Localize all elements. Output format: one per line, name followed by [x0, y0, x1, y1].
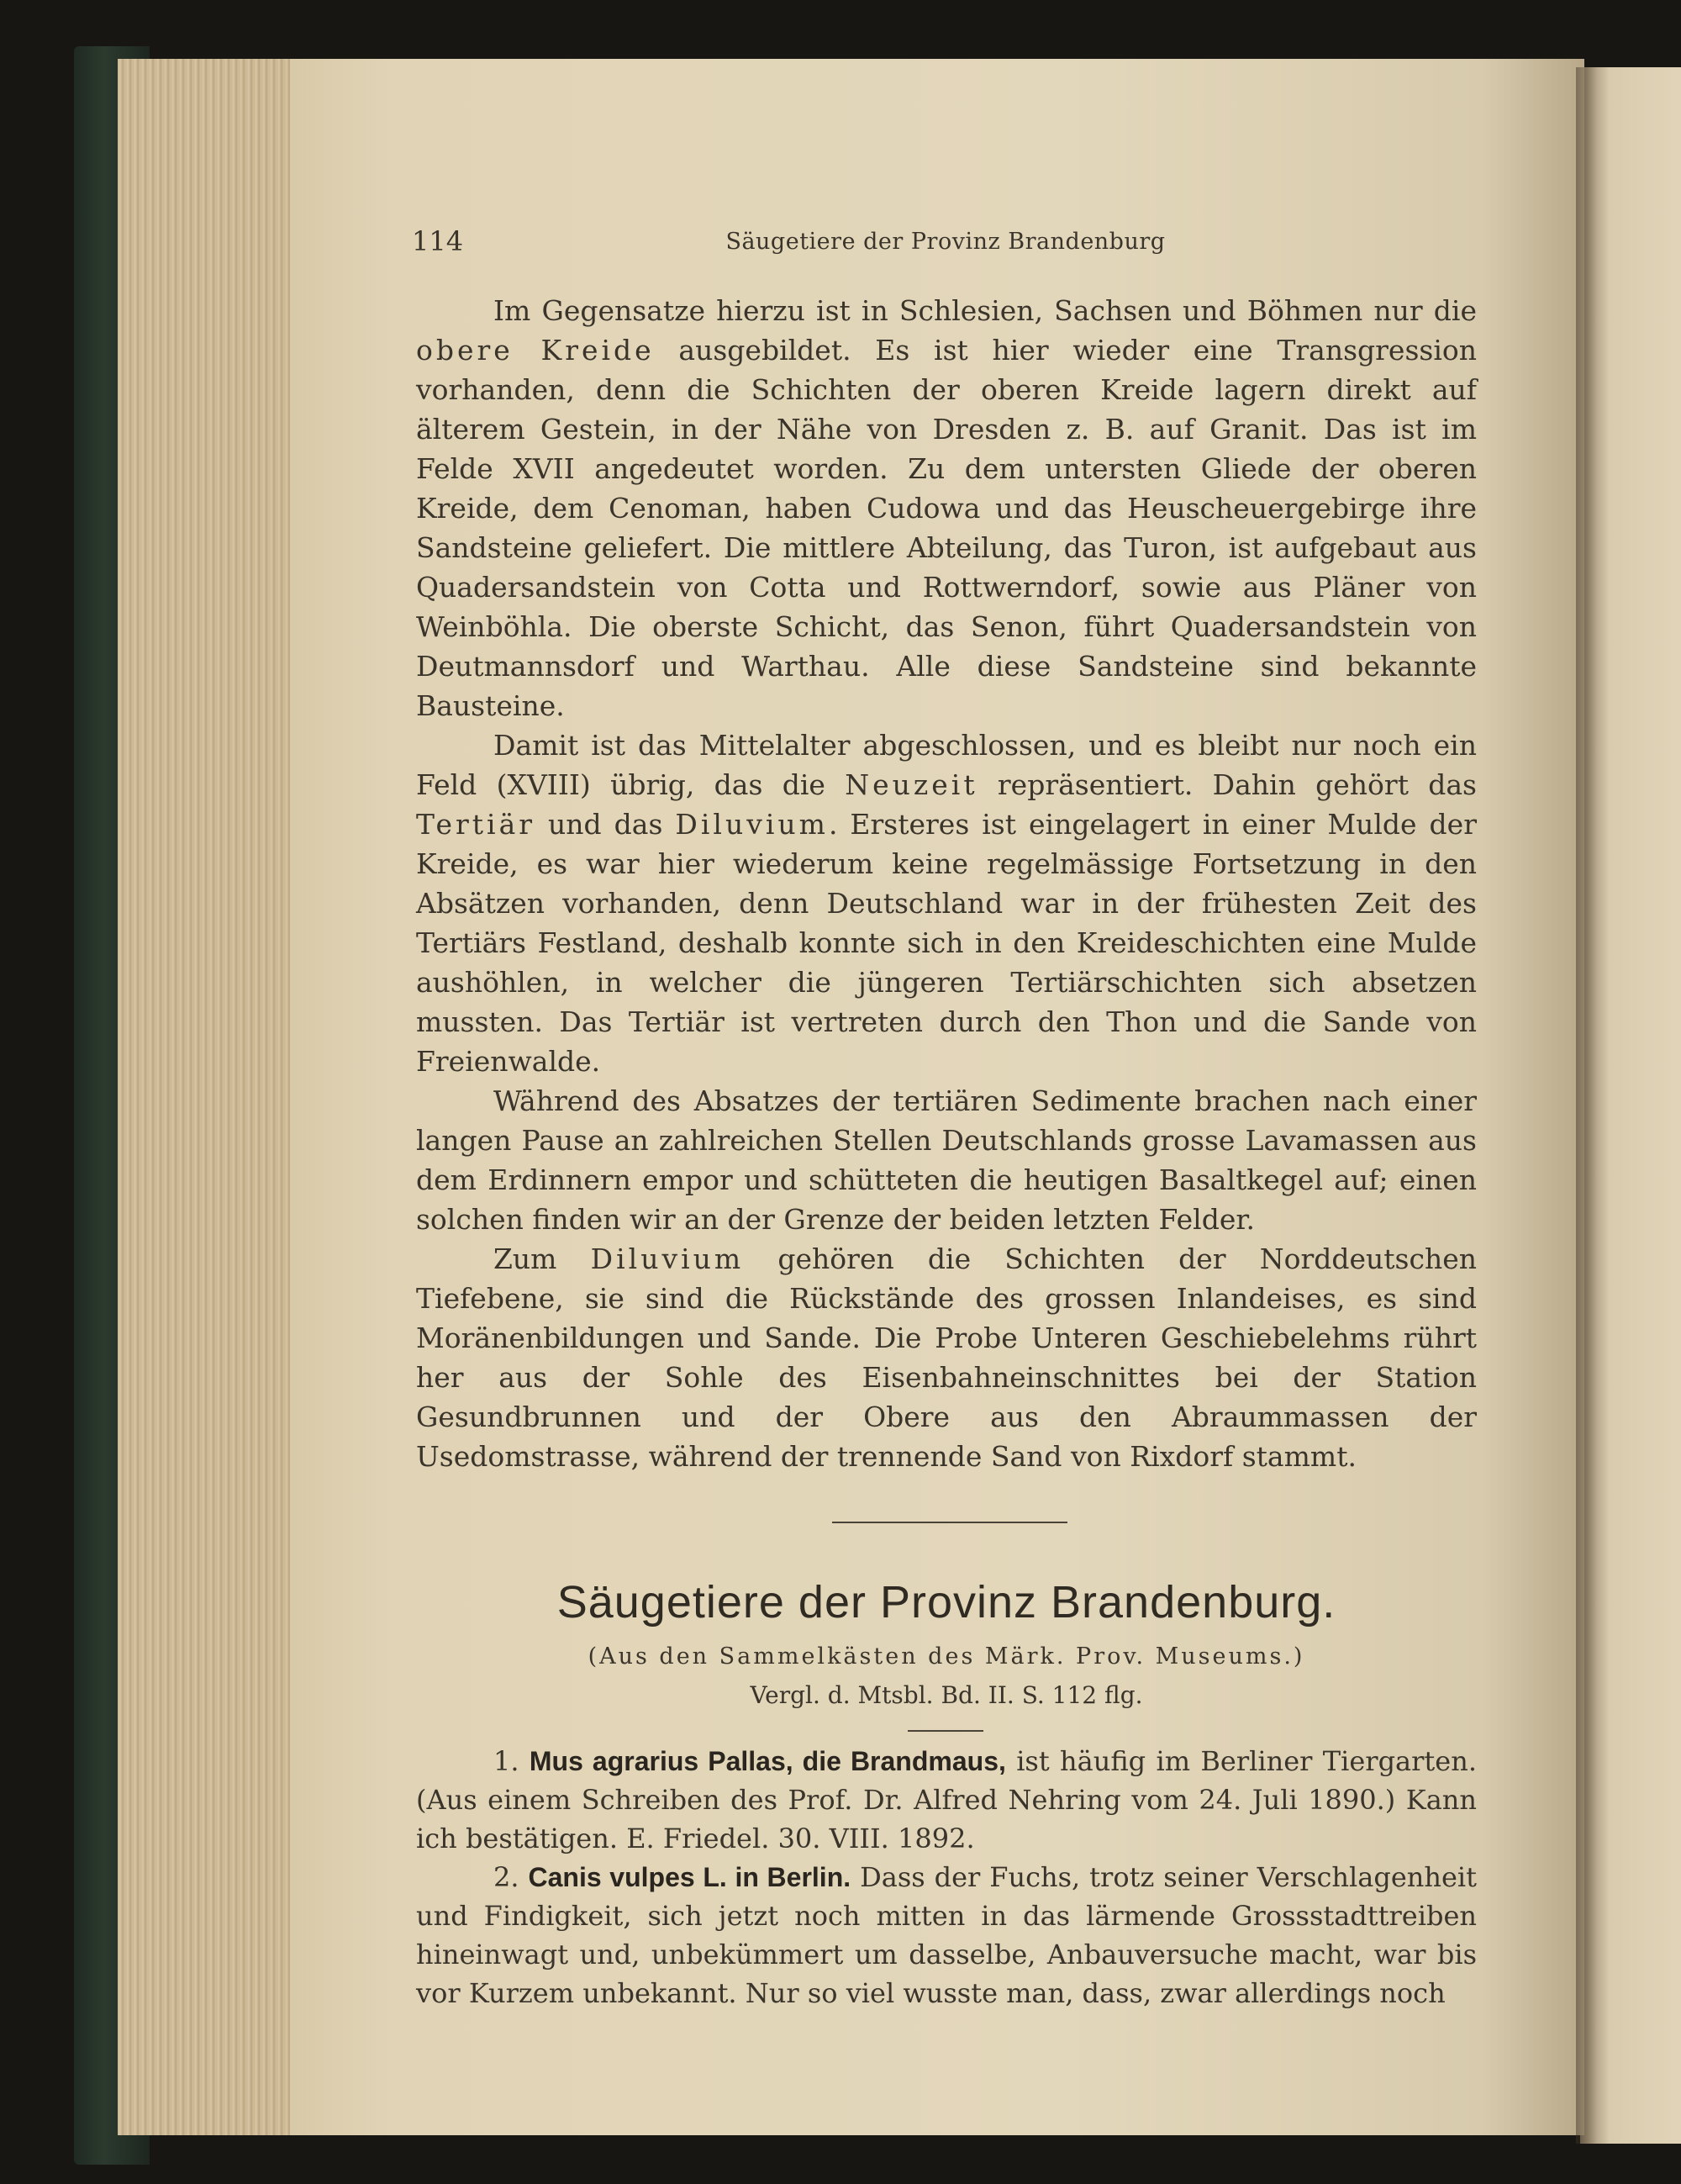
paragraph: Im Gegensatze hierzu ist in Schlesien, Sachsen und Böhmen nur die obere Kreide ausgebildet. Es ist hier wieder eine Transgression vorhanden, denn die Schichten der oberen Kreide lagern direkt auf älterem Gestein, in der Nähe von Dresden z. B. auf Granit. Das ist im Felde XVII angedeutet worden. Zu dem untersten Gliede der oberen Kreide, dem Cenoman, haben Cudowa und das Heuscheuergebirge ihre Sandsteine geliefert. Die mittlere Abteilung, das Turon, ist aufgebaut aus Quadersandstein von Cotta und Rottwerndorf, sowie aus Pläner von Weinböhla. Die oberste Schicht, das Senon, führt Quadersandstein von Deutmannsdorf und Warthau. Alle diese Sandsteine sind bekannte Bausteine. — [416, 294, 1478, 722]
page-number: 114 — [412, 225, 464, 257]
section-divider — [832, 1522, 1067, 1523]
paragraph: Zum Diluvium gehören die Schichten der Norddeutschen Tiefebene, sie sind die Rückstände des grossen Inlandeises, es sind Moränenbildungen und Sande. Die Probe Unteren Geschiebelehms rührt her aus der Sohle des Eisenbahneinschnittes bei der Station Gesundbrunnen und der Obere aus den Abraummassen der Usedomstrasse, während der trennende Sand von Rixdorf stammt. — [416, 1242, 1478, 1473]
running-head — [412, 225, 1479, 259]
paragraph: Während des Absatzes der tertiären Sedimente brachen nach einer langen Pause an zahlreichen Stellen Deutschlands grosse Lavamassen aus dem Erdinnern empor und schütteten die heutigen Basaltkegel auf; einen solchen finden wir an der Grenze der beiden letzten Felder. — [416, 1084, 1477, 1236]
section-source: (Aus den Sammelkästen des Märk. Prov. Museums.) — [588, 1643, 1305, 1670]
running-head-title: Säugetiere der Provinz Brandenburg — [725, 229, 1166, 255]
page-block-edges — [118, 59, 311, 2135]
species-entries — [416, 1742, 1477, 2013]
species-name: Canis vulpes L. in Berlin. — [528, 1862, 851, 1892]
entry: 1. Mus agrarius Pallas, die Brandmaus, ist häufig im Berliner Tiergarten. (Aus einem Schreiben des Prof. Dr. Alfred Nehring vom 24. Juli 1890.) Kann ich bestätigen. E. Friedel. 30. VIII. 1892. — [416, 1745, 1478, 1854]
species-name: Mus agrarius Pallas, die Brandmaus, — [529, 1746, 1006, 1776]
spaced-term: Diluvium — [590, 1242, 745, 1275]
spaced-term: obere Kreide — [416, 334, 655, 367]
subsection-divider — [908, 1730, 983, 1732]
section-title: Säugetiere der Provinz Brandenburg. — [556, 1577, 1336, 1627]
entry: 2. Canis vulpes L. in Berlin. Dass der Fuchs, trotz seiner Verschlagenheit und Findigkeit, sich jetzt noch mitten in das lärmende Grossstadttreiben hineinwagt und, unbekümmert um dasselbe, Anbauversuche macht, war bis vor Kurzem unbekannt. Nur so viel wusste man, dass, zwar allerdings noch — [416, 1861, 1478, 2009]
spaced-term: Diluvium — [675, 808, 829, 841]
body-text — [416, 291, 1477, 1476]
section-reference: Vergl. d. Mtsbl. Bd. II. S. 112 flg. — [750, 1681, 1143, 1709]
spaced-term: Neuzeit — [845, 768, 978, 801]
gutter-shadow — [1576, 67, 1597, 2144]
paragraph: Damit ist das Mittelalter abgeschlossen, und es bleibt nur noch ein Feld (XVIII) übrig, das die Neuzeit repräsentiert. Dahin gehört das Tertiär und das Diluvium. Ersteres ist eingelagert in einer Mulde der Kreide, es war hier wiederum keine regelmässige Fortsetzung in den Absätzen vorhanden, denn Deutschland war in der frühesten Zeit des Tertiärs Festland, deshalb konnte sich in den Kreideschichten eine Mulde aushöhlen, in welcher die jüngeren Tertiärschichten sich absetzen mussten. Das Tertiär ist vertreten durch den Thon und die Sande von Freienwalde. — [416, 729, 1477, 1078]
spaced-term: Tertiär — [416, 808, 536, 841]
